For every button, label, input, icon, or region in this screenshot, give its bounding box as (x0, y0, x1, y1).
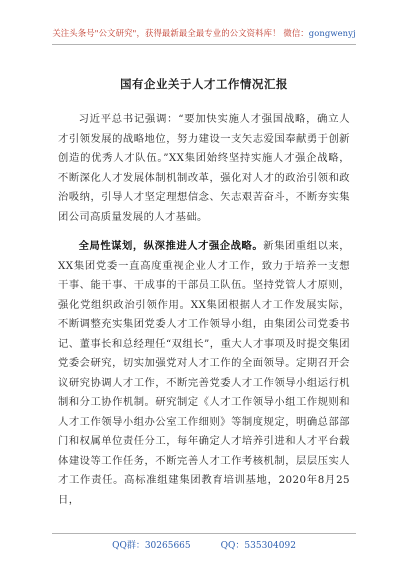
paragraph-lead-heading: 全局性谋划，纵深推进人才强企战略。 (78, 240, 264, 252)
document-title: 国有企业关于人才工作情况汇报 (120, 77, 288, 91)
document-body (58, 110, 350, 510)
footer-divider (52, 533, 356, 534)
footer-contacts (0, 538, 408, 551)
paragraph-text: 习近平总书记强调：“要加快实施人才强国战略，确立人才引领发展的战略地位，努力建设一支矢志爱国奉献勇于创新创造的优秀人才队伍。”XX集团始终坚持实施人才强企战略，不断深化人才发展体制机制改革，强化对人才的政治引领和政治吸纳，引导人才坚定理想信念、矢志艰苦奋斗，不断夯实集团公司高质量发展的人才基础。 (58, 113, 350, 223)
paragraph-strategy (58, 237, 350, 510)
wechat-label: 微信： (283, 28, 309, 38)
header-banner (0, 27, 408, 39)
paragraph-intro (58, 110, 350, 227)
qq-group: QQ群：30265665 (112, 541, 191, 551)
wechat-id: gongwenyj (308, 28, 356, 38)
qq-number: QQ：535304092 (220, 541, 296, 551)
banner-text: 关注头条号"公文研究"，获得最新最全最专业的公文资料库！ (52, 28, 281, 38)
paragraph-text: 新集团重组以来，XX集团党委一直高度重视企业人才工作，致力于培养一支想干事、能干事、干成事的干部员工队伍。坚持党管人才原则，强化党组织政治引领作用。XX集团根据人才工作发展实际，不断调整充实集团党委人才工作领导小组，由集团公司党委书记、董事长和总经理任“双组长”，重大人才事项及时提交集团党委会研究，切实加强党对人才工作的全面领导。定期召开会议研究协调人才工作，不断完善党委人才工作领导小组运行机制和分工协作机制。研究制定《人才工作领导小组工作规则和人才工作领导小组办公室工作细则》等制度规定，明确总部部门和权属单位责任分工，每年确定人才培养引进和人才平台载体建设等工作任务，不断完善人才工作考核机制，层层压实人才工作责任。高标准组建集团教育培训基地，2020年8月25日， (58, 240, 350, 506)
header-divider (52, 44, 356, 45)
